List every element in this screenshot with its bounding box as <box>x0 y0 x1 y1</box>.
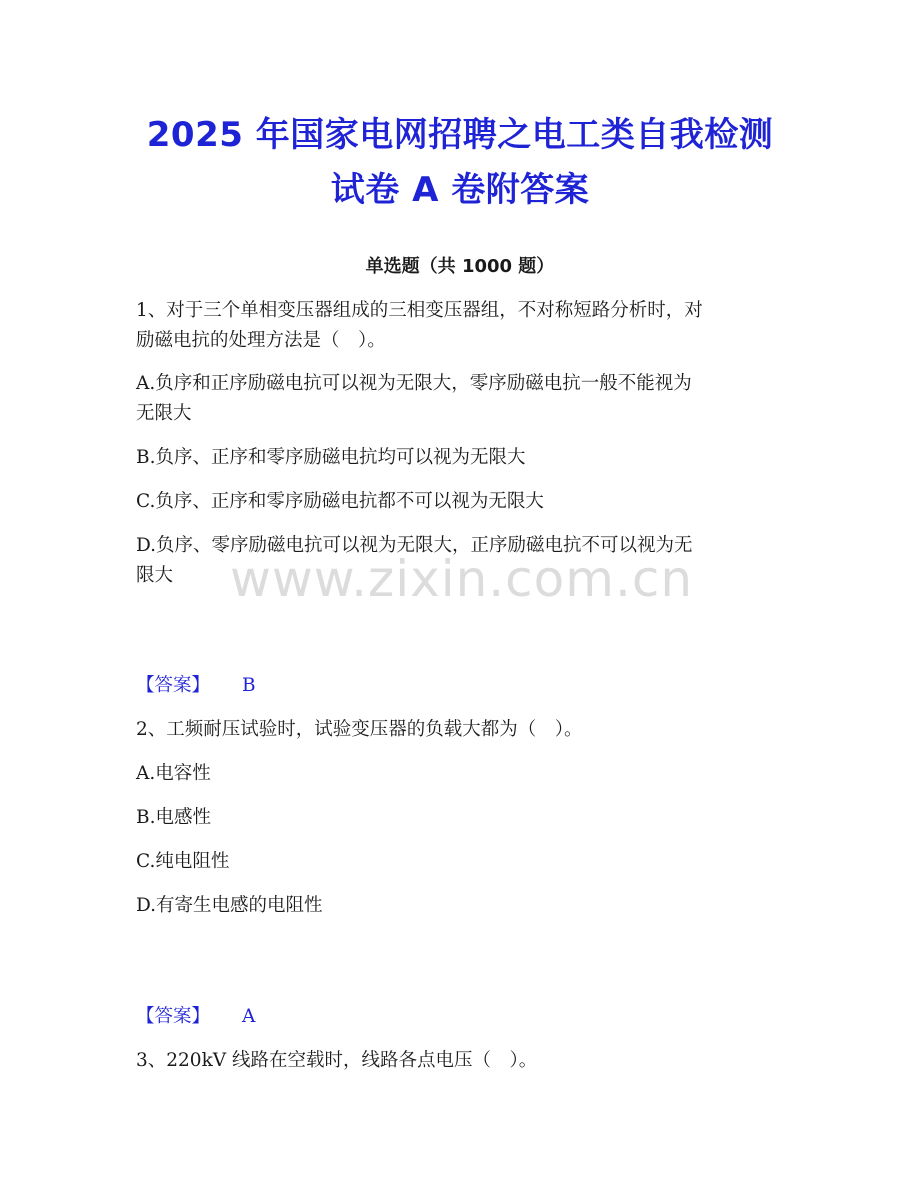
question-1-option-b: B.负序、正序和零序励磁电抗均可以视为无限大 <box>136 447 526 468</box>
question-1-option-a-line2: 无限大 <box>136 403 192 424</box>
question-2-stem: 2、工频耐压试验时，试验变压器的负载大都为（ ）。 <box>136 719 583 740</box>
answer-label: 【答案】 <box>136 1006 211 1027</box>
question-2-option-c: C.纯电阻性 <box>136 851 230 872</box>
section-heading: 单选题（共 1000 题） <box>365 256 555 277</box>
question-2-option-a: A.电容性 <box>136 763 211 784</box>
question-1-option-c: C.负序、正序和零序励磁电抗都不可以视为无限大 <box>136 491 544 512</box>
question-1-stem-line2: 励磁电抗的处理方法是（ ）。 <box>136 330 386 351</box>
question-1-answer <box>136 669 256 703</box>
question-1-stem-line1: 1、对于三个单相变压器组成的三相变压器组，不对称短路分析时，对 <box>136 300 703 321</box>
answer-value: B <box>242 675 256 696</box>
question-3-stem: 3、220kV 线路在空载时，线路各点电压（ ）。 <box>136 1050 538 1071</box>
document-title-line1: 2025 年国家电网招聘之电工类自我检测 <box>146 115 774 155</box>
question-2-option-b: B.电感性 <box>136 807 211 828</box>
answer-label: 【答案】 <box>136 675 211 696</box>
question-2-option-d: D.有寄生电感的电阻性 <box>136 895 323 916</box>
answer-value: A <box>242 1006 256 1027</box>
question-1-option-a-line1: A.负序和正序励磁电抗可以视为无限大，零序励磁电抗一般不能视为 <box>136 373 692 394</box>
question-1-option-d-line1: D.负序、零序励磁电抗可以视为无限大，正序励磁电抗不可以视为无 <box>136 535 693 556</box>
watermark: www.zixin.com.cn <box>230 550 694 608</box>
question-1-option-d-line2: 限大 <box>136 565 174 586</box>
question-2-answer <box>136 1000 255 1034</box>
document-title-line2: 试卷 A 卷附答案 <box>330 170 590 210</box>
